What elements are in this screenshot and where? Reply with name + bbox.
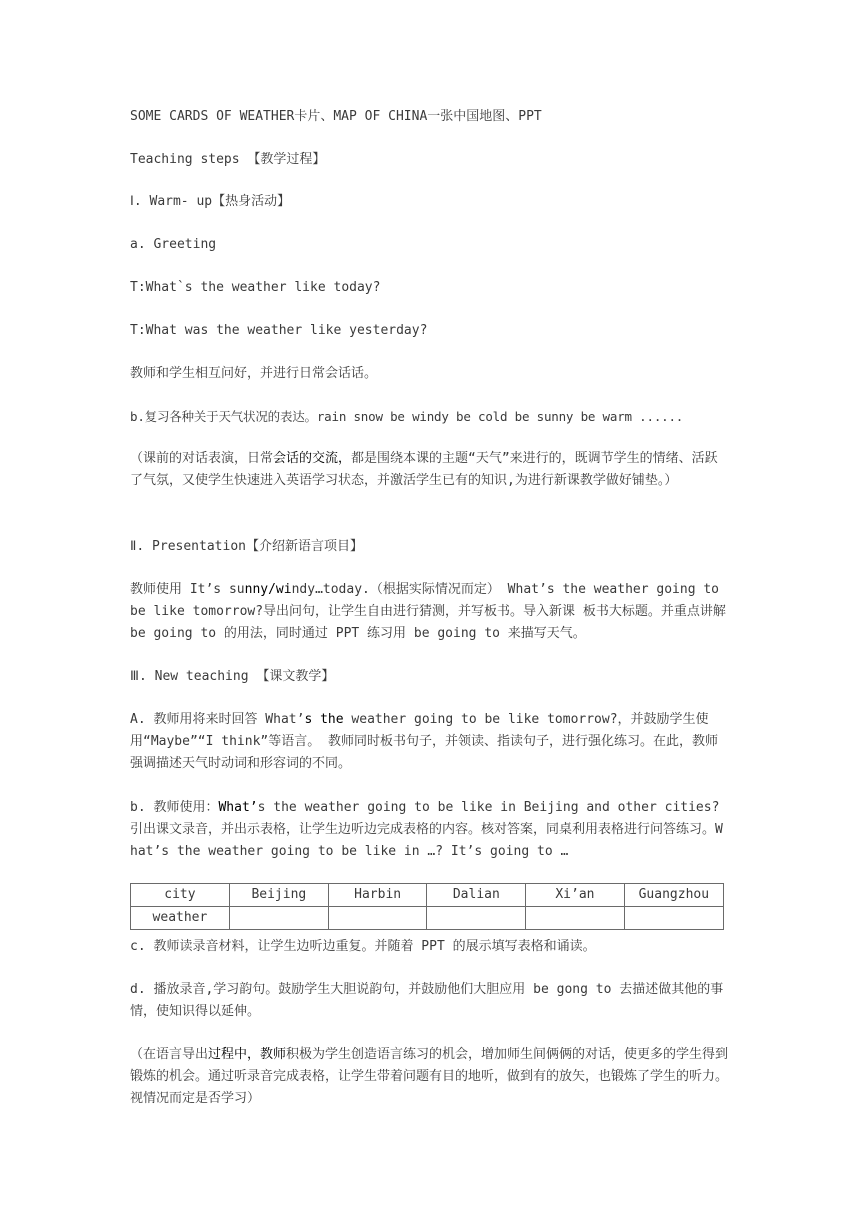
step-c-text: c. 教师读录音材料，让学生边听边重复。并随着 PPT 的展示填写表格和诵读。 xyxy=(130,939,596,954)
table-cell xyxy=(427,907,526,930)
table-header-cell: Beijing xyxy=(229,884,328,907)
greeting-note: 教师和学生相互问好，并进行日常会话话。 xyxy=(130,366,378,381)
teaching-comment-part2: 积极为学生创造语言练习的机会，增加师生间俩俩的对话，使更多的学生得到锻炼的机会。通过听录音完成表格，让学生带着问题有目的地听，做到有的放矢，也锻炼了学生的听力。视情况而定是否学习） xyxy=(130,1047,729,1106)
teaching-comment-part1: （在语言导出 xyxy=(130,1047,209,1062)
teaching-steps-heading: Teaching steps 【教学过程】 xyxy=(130,152,326,167)
step-a-part2: weather going to be like tomorrow?，并鼓励学生使用“Maybe”“I think”等语言。 教师同时板书句子，并领读、指读句子，进行强化练习。在此，教师强调描述天气时动词和形容词的不同。 xyxy=(130,712,719,771)
step-b-part2: s the weather going to be like in Beijing and other cities? 引出课文录音，并出示表格，让学生边听边完成表格的内容。核对答案，同桌利用表格进行问答练习。What’s the weather going to be like in …? It’s going to … xyxy=(130,800,723,859)
table-header-cell: Harbin xyxy=(328,884,427,907)
teaching-comment-highlight: 过程中，教师 xyxy=(208,1047,287,1062)
table-header-row xyxy=(131,884,724,907)
table-header-cell: Dalian xyxy=(427,884,526,907)
warmup-comment-part2: 都是围绕本课的主题“天气”来进行的，既调节学生的情绪、活跃了气氛，又使学生快速进入英语学习状态，并激活学生已有的知识,为进行新课教学做好铺垫。） xyxy=(130,451,718,488)
presentation-part2: ndy…today.（根据实际情况而定） What’s the weather going to be like tomorrow?导出问句，让学生自由进行猜测，并写板书。导入新课 板书大标题。并重点讲解 be going to 的用法，同时通过 PPT 练习用 be going to 来描写天气。 xyxy=(130,582,726,641)
presentation-part1: 教师使用 It’s su xyxy=(130,582,245,597)
step-b-highlight: What’ xyxy=(218,800,258,815)
presentation-highlight: nny/wi xyxy=(244,582,292,597)
step-a-part1: A. 教师用将来时回答 What’ xyxy=(130,712,305,727)
step-b-part1: b. 教师使用： xyxy=(130,800,219,815)
warmup-comment-highlight: 会话的交流， xyxy=(273,451,352,466)
warmup-comment-part1: （课前的对话表演，日常 xyxy=(130,451,274,466)
step-a-highlight: s the xyxy=(304,712,344,727)
table-row-label: weather xyxy=(131,907,230,930)
weather-table xyxy=(130,883,724,930)
table-cell xyxy=(229,907,328,930)
warmup-heading: Ⅰ. Warm- up【热身活动】 xyxy=(130,194,291,209)
teaching-comment xyxy=(130,1044,730,1112)
presentation-heading: Ⅱ. Presentation【介绍新语言项目】 xyxy=(130,539,363,554)
table-cell xyxy=(624,907,723,930)
warmup-comment xyxy=(130,448,730,516)
presentation-text xyxy=(130,579,730,647)
table-cell xyxy=(526,907,625,930)
table-header-cell: Xi’an xyxy=(526,884,625,907)
table-cell xyxy=(328,907,427,930)
new-teaching-heading: Ⅲ. New teaching 【课文教学】 xyxy=(130,669,335,684)
question-today: T:What`s the weather like today? xyxy=(130,280,381,295)
step-a-text xyxy=(130,709,730,777)
table-row xyxy=(131,907,724,930)
greeting-label: a. Greeting xyxy=(130,237,217,252)
step-b-text xyxy=(130,797,730,865)
materials-line: SOME CARDS OF WEATHER卡片、MAP OF CHINA一张中国地图、PPT xyxy=(130,109,542,124)
table-header-cell: city xyxy=(131,884,230,907)
question-yesterday: T:What was the weather like yesterday? xyxy=(130,323,428,338)
step-d-text: d. 播放录音,学习韵句。鼓励学生大胆说韵句，并鼓励他们大胆应用 be gong to 去描述做其他的事情，使知识得以延伸。 xyxy=(130,982,724,1019)
table-header-cell: Guangzhou xyxy=(624,884,723,907)
weather-review: b.复习各种关于天气状况的表达。rain snow be windy be cold be sunny be warm ...... xyxy=(130,409,684,424)
